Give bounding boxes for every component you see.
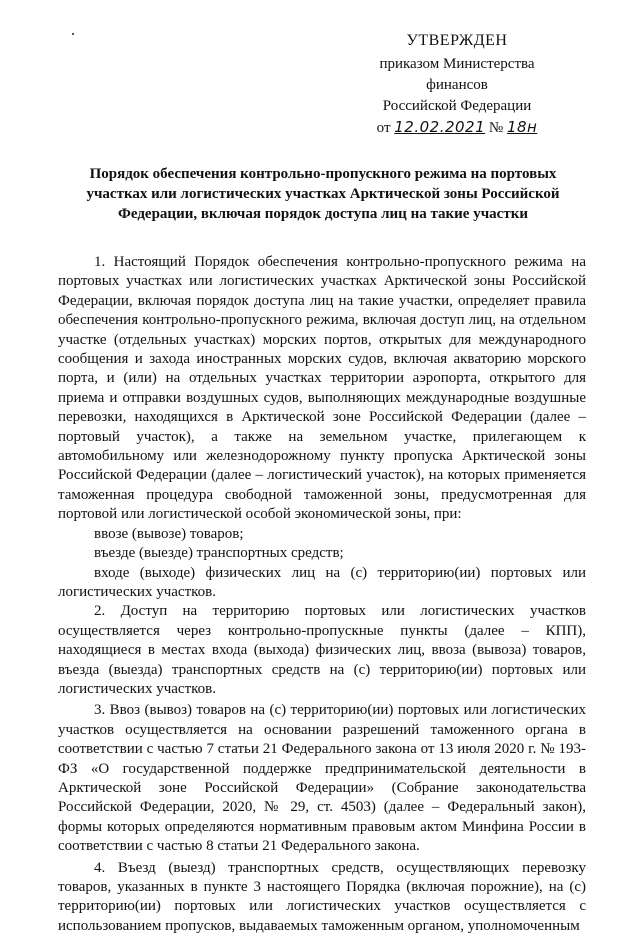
document-title: Порядок обеспечения контрольно-пропускного режима на портовых участках или логистических участках Арктической зоны Российской Федерации, включая порядок доступа лиц на такие участки — [86, 166, 560, 222]
approval-line-ministry: приказом Министерства финансов — [379, 56, 535, 93]
paragraph-4: 4. Въезд (выезд) транспортных средств, осуществляющих перевозку товаров, указанных в пункте 3 настоящего Порядка (включая порожние), на (с) территорию(ии) портовых или логистических участков осуществляется с использованием пропусков, выдаваемых таможенным органом, уполномоченным — [58, 859, 586, 934]
from-label: от — [376, 120, 391, 136]
document-body — [58, 253, 586, 936]
order-date-number-line — [352, 117, 562, 139]
number-label: № — [488, 120, 504, 136]
paragraph-3: 3. Ввоз (вывоз) товаров на (с) территорию(ии) портовых или логистических участков осуществляется на основании разрешений таможенного органа в соответствии с частью 7 статьи 21 Федерального закона от 13 июля 2020 г. № 193-ФЗ «О государственной поддержке предпринимательской деятельности в Арктической зоне Российской Федерации» (Собрание законодательства Российской Федерации, 2020, № 29, ст. 4503) (далее – Федеральный закон), формы которых определяются нормативным правовым актом Минфина России в соответствии с частью 8 статьи 21 Федерального закона. — [58, 702, 586, 855]
scan-speck — [72, 33, 74, 35]
list-item-goods: ввозе (вывозе) товаров; — [94, 525, 244, 542]
list-item-persons: входе (выходе) физических лиц на (с) территорию(ии) портовых или логистических участков. — [58, 564, 586, 600]
approval-line-federation: Российской Федерации — [382, 98, 532, 114]
order-date: 12.02.2021 — [394, 118, 486, 136]
order-number: 18н — [506, 118, 538, 136]
paragraph-1: 1. Настоящий Порядок обеспечения контрольно-пропускного режима на портовых участках или логистических участках Арктической зоны Российской Федерации, включая порядок доступа лиц на такие участки, определяет правила обеспечения контрольно-пропускного режима, включая доступ лиц, на отдельном участке (отдельных участках) морских портов, открытых для международного сообщения и захода иностранных морских судов, включая акваторию морского порта, и (или) на отдельных участках территории аэропорта, открытого для приема и отправки воздушных судов, выполняющих международные воздушные перевозки, находящихся в Арктической зоне Российской Федерации (далее – портовый участок), а также на земельном участке, прилегающем к автомобильному или железнодорожному пункту пропуска Арктической зоны Российской Федерации (далее – логистический участок), на которых применяется таможенная процедура свободной таможенной зоны, предусмотренная для портовой или логистической особой экономической зоны, при: — [58, 254, 586, 523]
approval-stamp — [352, 30, 562, 139]
approved-heading: УТВЕРЖДЕН — [406, 32, 508, 49]
paragraph-2: 2. Доступ на территорию портовых или логистических участков осуществляется через контрольно-пропускные пункты (далее – КПП), находящиеся в местах входа (выхода) физических лиц, ввоза (вывоза) товаров, въезда (выезда) транспортных средств на (с) территорию(ии) портовых или логистических участков. — [58, 603, 586, 697]
list-item-vehicles: въезде (выезде) транспортных средств; — [94, 545, 344, 562]
